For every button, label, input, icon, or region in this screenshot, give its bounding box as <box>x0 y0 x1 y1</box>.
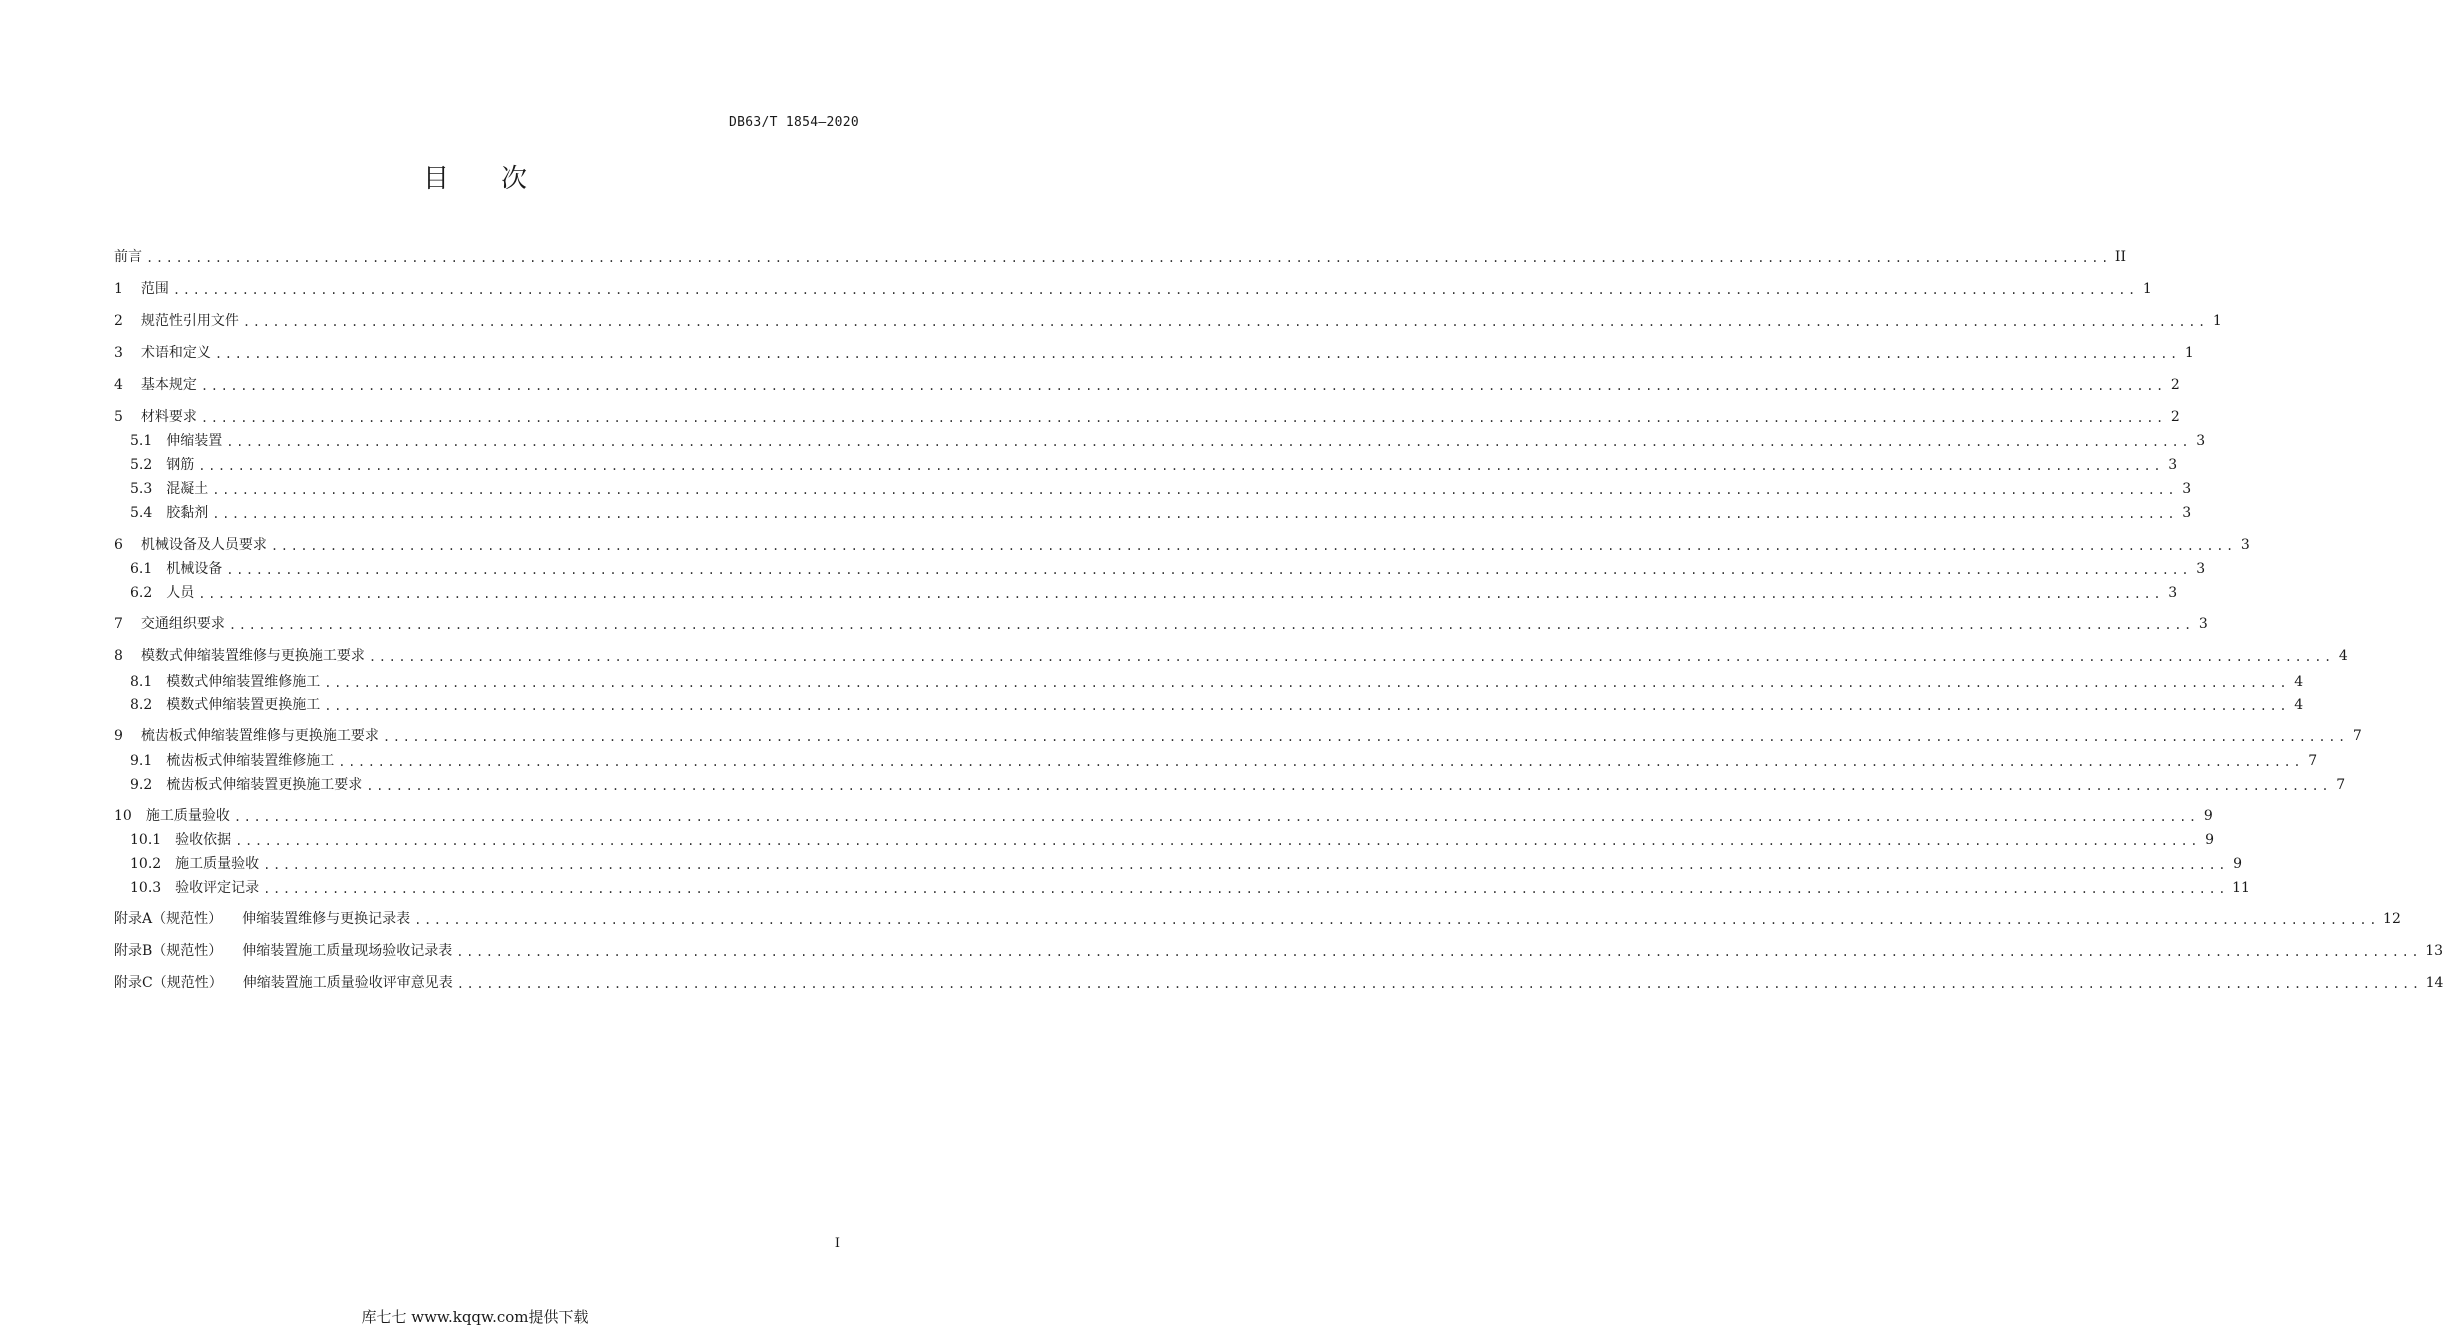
toc-entry-number: 10 <box>114 808 132 824</box>
toc-entry-number: 10.2 <box>130 856 162 872</box>
toc-entry-number: 7 <box>114 616 123 632</box>
toc-entry-number: 5.1 <box>130 433 153 449</box>
toc-leader-dots: ........................................................................................................................................................................................................ <box>456 977 2422 991</box>
toc-entry[interactable] <box>114 343 2194 363</box>
toc-entry-number: 8 <box>114 648 123 664</box>
toc-entry-page: 4 <box>2294 697 2304 713</box>
toc-entry-page: 4 <box>2294 674 2304 690</box>
toc-entry-number: 9.1 <box>130 753 153 769</box>
toc-entry-page: 3 <box>2196 433 2206 449</box>
toc-entry-number: 附录B（规范性） <box>114 943 223 959</box>
toc-entry-number: 附录C（规范性） <box>114 975 223 991</box>
toc-entry-page: 1 <box>2184 345 2194 361</box>
toc-entry[interactable] <box>114 614 2208 634</box>
toc-entry-number: 5 <box>114 409 123 425</box>
toc-entry-page: 2 <box>2170 409 2180 425</box>
toc-entry-page: 3 <box>2240 537 2250 553</box>
toc-entry-page: 13 <box>2425 943 2443 959</box>
toc-entry[interactable] <box>114 431 2206 451</box>
toc-entry-label: 施工质量验收 <box>175 856 260 872</box>
toc-entry[interactable] <box>114 854 2243 874</box>
toc-entry-page: 3 <box>2198 616 2208 632</box>
toc-entry-label: 材料要求 <box>140 409 197 425</box>
toc-entry-label: 伸缩装置施工质量验收评审意见表 <box>242 975 453 991</box>
toc-entry-label: 伸缩装置 <box>166 433 223 449</box>
toc-entry-page: 1 <box>2212 313 2222 329</box>
toc-entry[interactable] <box>114 973 2443 993</box>
toc-entry[interactable] <box>114 775 2346 795</box>
toc-entry[interactable] <box>114 279 2152 299</box>
toc-entry-number: 5.3 <box>130 481 153 497</box>
toc-entry-label: 交通组织要求 <box>140 616 225 632</box>
toc-entry-label: 术语和定义 <box>140 345 211 361</box>
toc-entry-page: 14 <box>2425 975 2443 991</box>
toc-leader-dots: ........................................................................................................................................................................................................ <box>212 483 2178 497</box>
footer-text: 库七七 www.kqqw.com提供下载 <box>361 1308 589 1326</box>
toc-entry-label: 梳齿板式伸缩装置维修施工 <box>166 753 335 769</box>
toc-entry-number: 9.2 <box>130 777 153 793</box>
toc-entry-number: 8.2 <box>130 697 153 713</box>
toc-leader-dots: ........................................................................................................................................................................................................ <box>226 435 2192 449</box>
toc-entry-page: 3 <box>2182 505 2192 521</box>
toc-entry[interactable] <box>114 878 2250 898</box>
toc-entry-page: 2 <box>2170 377 2180 393</box>
toc-entry[interactable] <box>114 672 2304 692</box>
toc-entry-label: 规范性引用文件 <box>140 313 239 329</box>
toc-entry-page: II <box>2114 249 2126 265</box>
toc-leader-dots: ........................................................................................................................................................................................................ <box>200 411 2166 425</box>
toc-entry[interactable] <box>114 909 2401 929</box>
toc-entry-page: 7 <box>2336 777 2346 793</box>
toc-entry-number: 1 <box>114 281 123 297</box>
toc-entry[interactable] <box>114 311 2222 331</box>
toc-leader-dots: ........................................................................................................................................................................................................ <box>456 945 2422 959</box>
toc-leader-dots: ........................................................................................................................................................................................................ <box>214 347 2180 361</box>
toc-entry-page: 7 <box>2308 753 2318 769</box>
toc-entry-page: 9 <box>2205 832 2215 848</box>
toc-entry-label: 模数式伸缩装置维修与更换施工要求 <box>140 648 365 664</box>
toc-entry-number: 附录A（规范性） <box>114 911 223 927</box>
toc-leader-dots: ........................................................................................................................................................................................................ <box>200 379 2166 393</box>
toc-leader-dots: ........................................................................................................................................................................................................ <box>198 459 2164 473</box>
toc-entry[interactable] <box>114 830 2215 850</box>
toc-entry-label: 人员 <box>166 585 195 601</box>
toc-entry-number: 6.2 <box>130 585 153 601</box>
toc-leader-dots: ........................................................................................................................................................................................................ <box>172 283 2138 297</box>
toc-entry-number: 10.1 <box>130 832 162 848</box>
toc-entry-label: 梳齿板式伸缩装置维修与更换施工要求 <box>140 728 379 744</box>
toc-leader-dots: ........................................................................................................................................................................................................ <box>368 650 2334 664</box>
toc-entry-page: 3 <box>2168 457 2178 473</box>
toc-entry-label: 施工质量验收 <box>145 808 230 824</box>
toc-leader-dots: ........................................................................................................................................................................................................ <box>324 699 2290 713</box>
toc-entry-label: 范围 <box>140 281 169 297</box>
toc-entry-number: 2 <box>114 313 123 329</box>
toc-leader-dots: ........................................................................................................................................................................................................ <box>263 882 2229 896</box>
toc-entry-label: 混凝土 <box>166 481 209 497</box>
page-title: 目次 <box>422 164 579 194</box>
toc-entry-label: 钢筋 <box>166 457 195 473</box>
toc-leader-dots: ........................................................................................................................................................................................................ <box>414 913 2380 927</box>
toc-entry-label: 伸缩装置施工质量现场验收记录表 <box>242 943 453 959</box>
toc-entry-number: 5.2 <box>130 457 153 473</box>
toc-entry[interactable] <box>114 559 2206 579</box>
toc-entry-label: 机械设备 <box>166 561 223 577</box>
toc-entry-number: 10.3 <box>130 880 162 896</box>
toc-entry-label: 前言 <box>114 249 142 265</box>
toc-entry-page: 9 <box>2203 808 2213 824</box>
toc-entry-label: 验收评定记录 <box>175 880 260 896</box>
toc-leader-dots: ........................................................................................................................................................................................................ <box>338 755 2304 769</box>
page-number: I <box>834 1236 840 1251</box>
toc-leader-dots: ........................................................................................................................................................................................................ <box>198 587 2164 601</box>
toc-entry[interactable] <box>114 479 2192 499</box>
toc-entry-page: 3 <box>2168 585 2178 601</box>
toc-entry-number: 8.1 <box>130 674 153 690</box>
toc-entry[interactable] <box>114 247 2126 267</box>
toc-leader-dots: ........................................................................................................................................................................................................ <box>235 834 2201 848</box>
toc-entry[interactable] <box>114 806 2213 826</box>
toc-entry-number: 6 <box>114 537 123 553</box>
toc-entry[interactable] <box>114 407 2180 427</box>
toc-entry-label: 机械设备及人员要求 <box>140 537 267 553</box>
toc-leader-dots: ........................................................................................................................................................................................................ <box>263 858 2229 872</box>
toc-entry-label: 模数式伸缩装置维修施工 <box>166 674 321 690</box>
toc-entry[interactable] <box>114 726 2362 746</box>
toc-leader-dots: ........................................................................................................................................................................................................ <box>146 251 2111 265</box>
toc-entry-number: 9 <box>114 728 123 744</box>
toc-entry-page: 1 <box>2142 281 2152 297</box>
toc-entry-page: 12 <box>2383 911 2401 927</box>
toc-entry-page: 3 <box>2196 561 2206 577</box>
toc-entry[interactable] <box>114 646 2348 666</box>
toc-entry-label: 梳齿板式伸缩装置更换施工要求 <box>166 777 363 793</box>
toc-entry-label: 验收依据 <box>175 832 232 848</box>
toc-leader-dots: ........................................................................................................................................................................................................ <box>382 730 2348 744</box>
toc-entry[interactable] <box>114 455 2178 475</box>
document-code: DB63/T 1854—2020 <box>728 115 859 130</box>
toc-leader-dots: ........................................................................................................................................................................................................ <box>228 618 2194 632</box>
toc-entry[interactable] <box>114 941 2443 961</box>
toc-leader-dots: ........................................................................................................................................................................................................ <box>226 563 2192 577</box>
toc-entry-number: 3 <box>114 345 123 361</box>
toc-entry-page: 11 <box>2232 880 2250 896</box>
toc-leader-dots: ........................................................................................................................................................................................................ <box>366 779 2332 793</box>
toc-entry-label: 胶黏剂 <box>166 505 209 521</box>
toc-leader-dots: ........................................................................................................................................................................................................ <box>270 539 2236 553</box>
toc-entry-page: 7 <box>2352 728 2362 744</box>
toc-entry-label: 基本规定 <box>140 377 197 393</box>
toc-entry[interactable] <box>114 503 2192 523</box>
toc-entry-number: 4 <box>114 377 123 393</box>
toc-entry[interactable] <box>114 583 2178 603</box>
toc-leader-dots: ........................................................................................................................................................................................................ <box>212 507 2178 521</box>
toc-entry[interactable] <box>114 535 2250 555</box>
toc-entry-number: 5.4 <box>130 505 153 521</box>
toc-leader-dots: ........................................................................................................................................................................................................ <box>242 315 2208 329</box>
toc-entry-page: 3 <box>2182 481 2192 497</box>
toc-entry-label: 模数式伸缩装置更换施工 <box>166 697 321 713</box>
toc-entry[interactable] <box>114 695 2304 715</box>
toc-entry-page: 9 <box>2233 856 2243 872</box>
toc-entry-label: 伸缩装置维修与更换记录表 <box>242 911 411 927</box>
toc-leader-dots: ........................................................................................................................................................................................................ <box>324 676 2290 690</box>
toc-entry-page: 4 <box>2338 648 2348 664</box>
toc-entry-number: 6.1 <box>130 561 153 577</box>
toc-entry[interactable] <box>114 375 2180 395</box>
toc-entry[interactable] <box>114 751 2318 771</box>
toc-leader-dots: ........................................................................................................................................................................................................ <box>233 810 2199 824</box>
